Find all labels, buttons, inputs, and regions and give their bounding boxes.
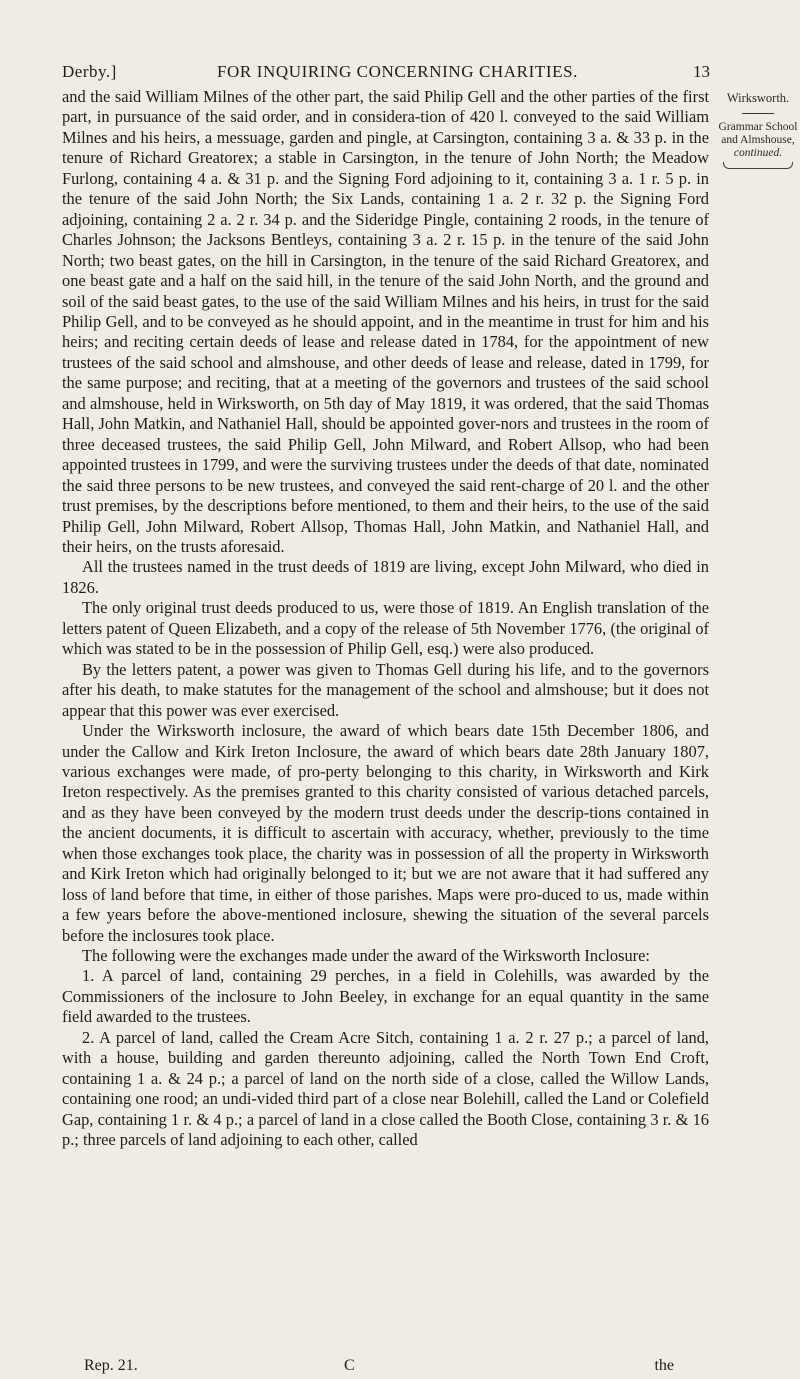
margin-note-rule xyxy=(742,113,774,114)
paragraph: The following were the exchanges made under the award of the Wirksworth Inclosure: xyxy=(82,946,650,966)
paragraph: All the trustees named in the trust deeds of 1819 are living, except John Milward, who died in 1826. xyxy=(62,557,709,597)
list-item: 1. A parcel of land, containing 29 perches, in a field in Colehills, was awarded by the Commissioners of the inclosure to John Beeley, in exchange for an equal quantity in the same field awarded to the trustees. xyxy=(62,966,709,1027)
header-title: FOR INQUIRING CONCERNING CHARITIES. xyxy=(217,62,578,81)
report-number: Rep. 21. xyxy=(84,1357,138,1374)
catchword: the xyxy=(654,1357,674,1374)
list-item: 2. A parcel of land, called the Cream Acre Sitch, containing 1 a. 2 r. 27 p.; a parcel of land, with a house, building and garden thereunto adjoining, called the North Town End Croft, containing 1 a. & 24 p.; a parcel of land on the north side of a close, called the Willow Lands, containing one rood; an undi-vided third part of a close near Bolehill, called the Land or Colefield Gap, containing 1 r. & 4 p.; a parcel of land in a close called the Booth Close, containing 3 r. & 16 p.; three parcels of land adjoining to each other, called xyxy=(62,1027,709,1150)
margin-note-place: Wirksworth. xyxy=(726,91,790,105)
paragraph: The only original trust deeds produced to us, were those of 1819. An English translation of the letters patent of Queen Elizabeth, and a copy of the release of 5th November 1776, (the original of which was stated to be in the possession of Philip Gell, esq.) were also produced. xyxy=(62,598,709,659)
header-county: Derby.] xyxy=(62,62,117,81)
paragraph: Under the Wirksworth inclosure, the award of which bears date 15th December 1806, and under the Callow and Kirk Ireton Inclosure, the award of which bears date 28th January 1807, various exchanges were made, of pro-perty belonging to this charity, in Wirksworth and Kirk Ireton respectively. As the premises granted to this charity consisted of various detached parcels, and as they have been conveyed by the modern trust deeds under the descrip-tions contained in the ancient documents, it is difficult to ascertain with accuracy, whether, previously to the time when those exchanges took place, the charity was in possession of all the property in Wirksworth and Kirk Ireton which had originally belonged to it; but we are not aware that it had suffered any loss of land before that time, in either of those parishes. Maps were pro-duced to us, made within a few years before the above-mentioned inclosure, shewing the situation of the several parcels before the inclosures took place. xyxy=(62,721,709,945)
signature-mark: C xyxy=(344,1357,355,1374)
margin-note-title: Grammar School and Almshouse, xyxy=(718,121,798,146)
body-text xyxy=(62,87,709,1151)
page-number: 13 xyxy=(693,62,710,81)
paragraph: By the letters patent, a power was given to Thomas Gell during his life, and to the governors after his death, to make statutes for the management of the school and almshouse; but it does not appear that this power was ever exercised. xyxy=(62,659,709,720)
margin-note-brace xyxy=(723,162,793,169)
running-header xyxy=(62,62,710,88)
margin-note-continued: continued. xyxy=(733,147,783,159)
paragraph: and the said William Milnes of the other part, the said Philip Gell and the other parties of the first part, in pursuance of the said order, and in considera-tion of 420 l. conveyed to the said William Milnes and his heirs, a messuage, garden and pingle, at Carsington, containing 3 a. & 33 p. in the tenure of Richard Greatorex; a stable in Carsington, in the tenure of John North; the Meadow Furlong, containing 4 a. & 31 p. and the Signing Ford adjoining to it, containing 3 a. 1 r. 5 p. in the tenure of the said John North; the Six Lands, containing 1 a. 2 r. 32 p. the Signing Ford adjoining, containing 2 a. 2 r. 34 p. and the Sideridge Pingle, containing 2 roods, in the tenure of Charles Johnson; the Jacksons Bentleys, containing 3 a. 2 r. 15 p. in the tenure of the said John North; two beast gates, on the hill in Carsington, in the tenure of the said Richard Greatorex, and one beast gate and a half on the said hill, in the tenure of the said John North, and the ground and soil of the said beast gates, to the use of the said William Milnes and his heirs, in trust for the said Philip Gell, and to be conveyed as he should appoint, and in the meantime in trust for him and his heirs; and reciting certain deeds of lease and release dated in 1784, for the appointment of new trustees of the said school and almshouse, and other deeds of lease and release, dated in 1799, for the same purpose; and reciting, that at a meeting of the governors and trustees of the said school and almshouse, held in Wirksworth, on 5th day of May 1819, it was ordered, that the said Thomas Hall, John Matkin, and Nathaniel Hall, should be appointed gover-nors and trustees in the room of three deceased trustees, the said Philip Gell, John Milward, and Robert Allsop, who had been appointed trustees in 1799, and were the surviving trustees under the deeds of that date, nominated the said three persons to be new trustees, and conveyed the said rent-charge of 20 l. and the other trust premises, by the descriptions before mentioned, to them and their heirs, to the use of the said Philip Gell, John Milward, Robert Allsop, Thomas Hall, John Matkin, and Nathaniel Hall, and their heirs, on the trusts aforesaid. xyxy=(62,87,709,556)
margin-note xyxy=(716,92,800,169)
page-footer xyxy=(84,1357,674,1377)
